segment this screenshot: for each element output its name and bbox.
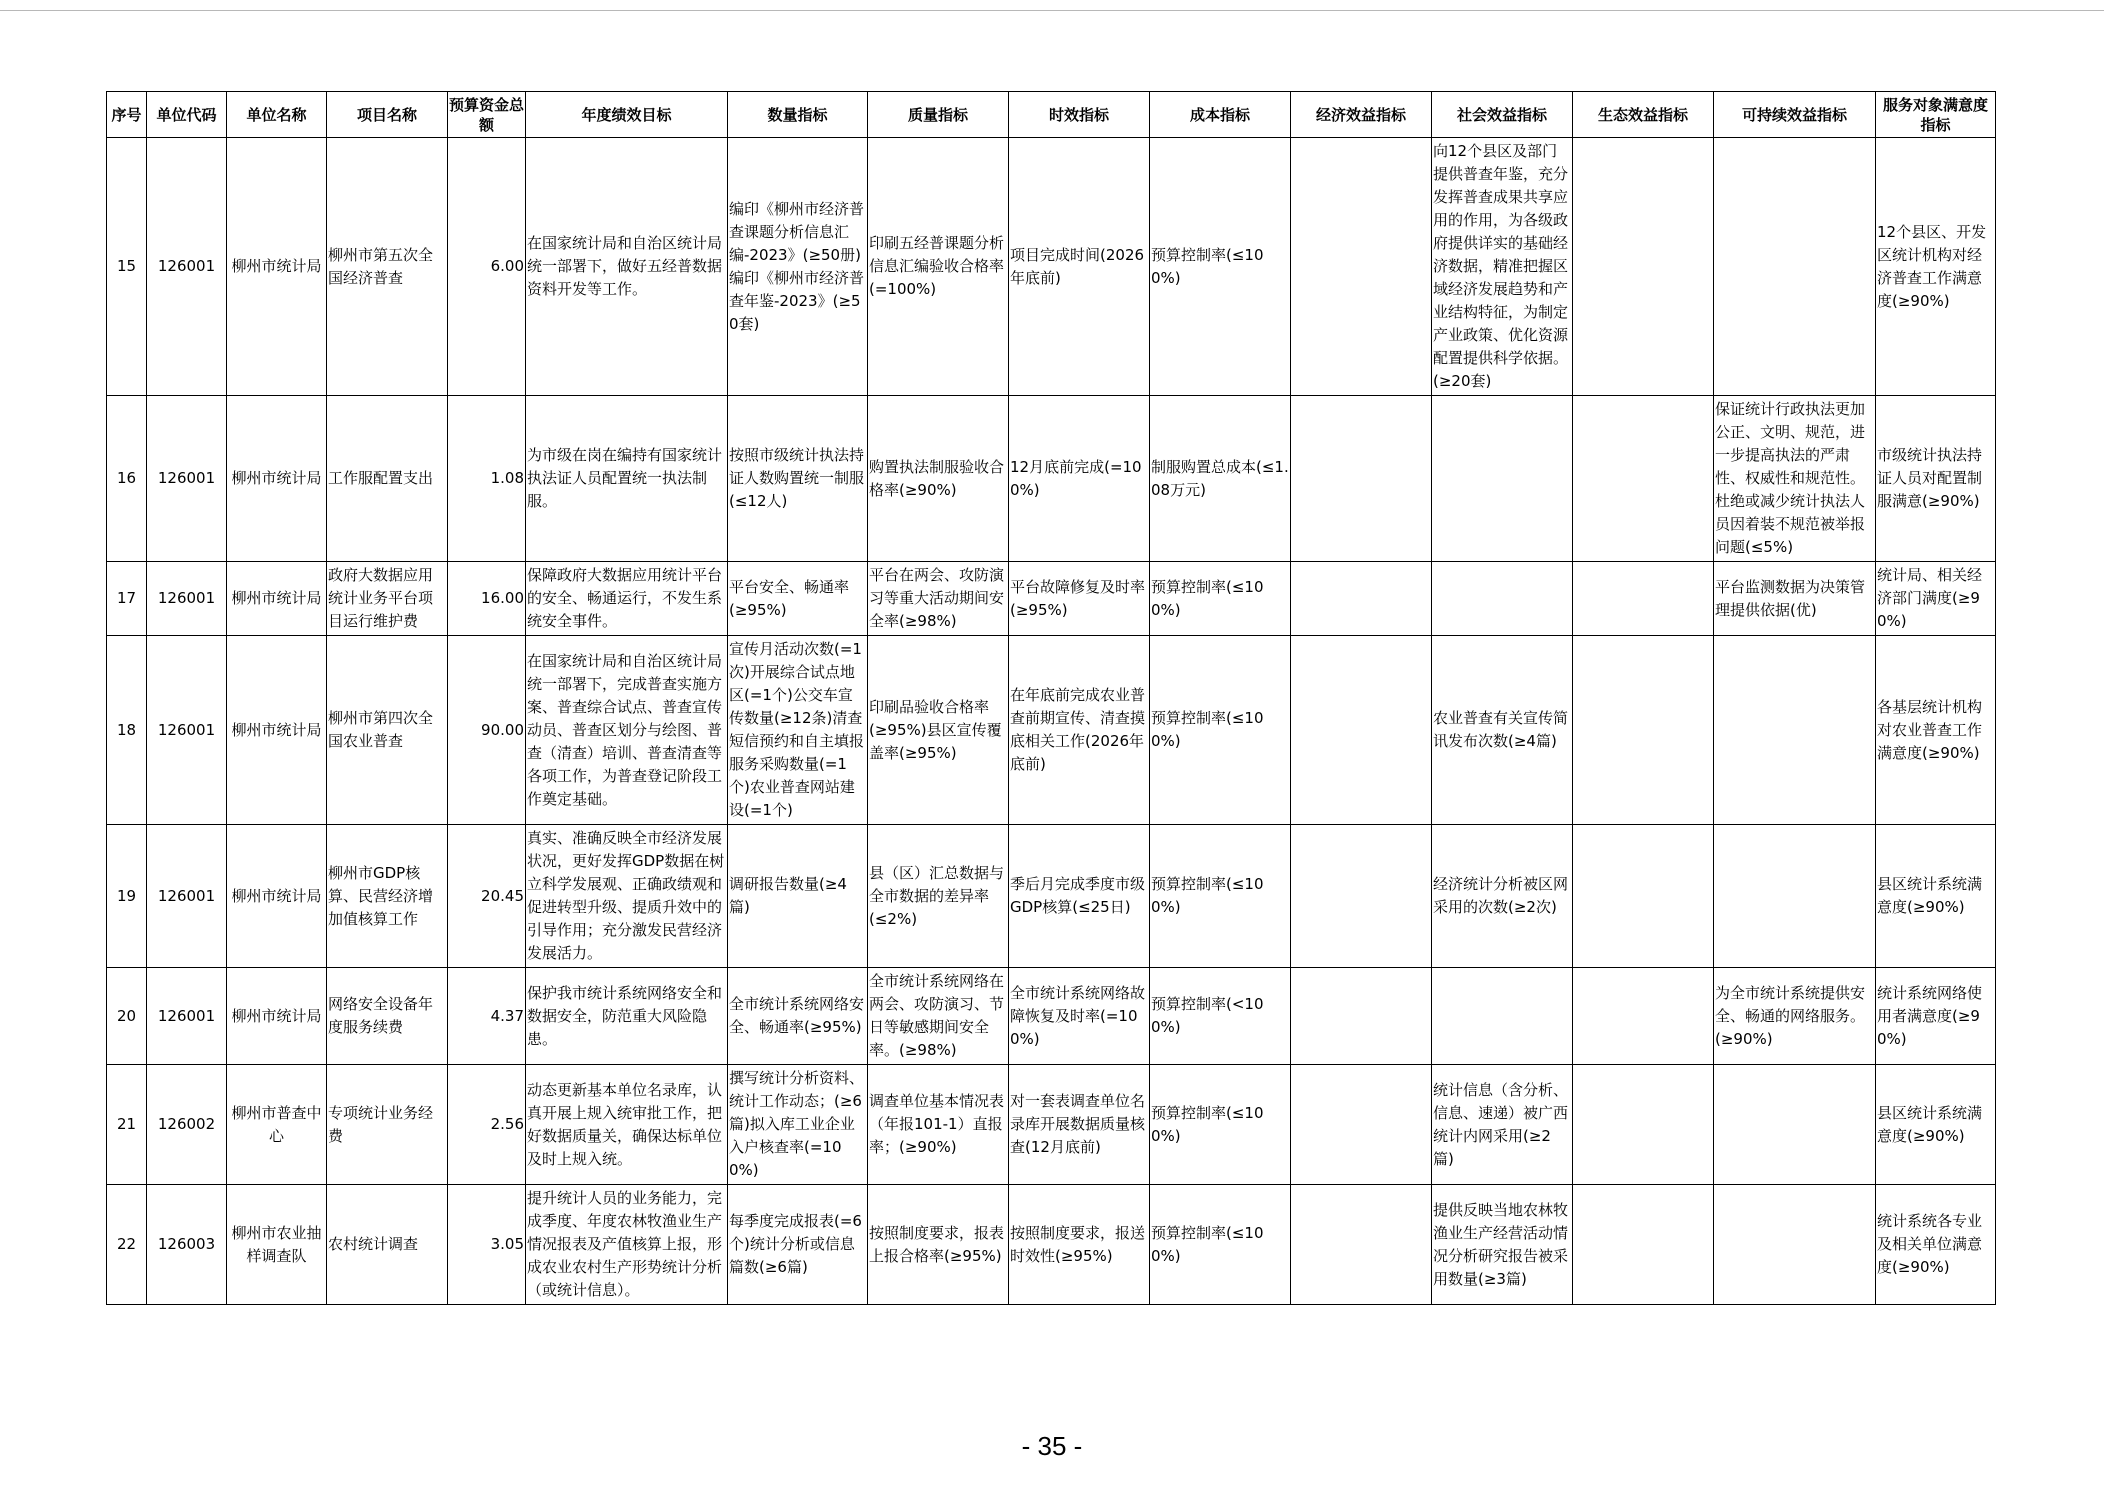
cell-goal: 真实、准确反映全市经济发展状况，更好发挥GDP数据在树立科学发展观、正确政绩观和促进转型升级、提质升效中的引导作用；充分激发民营经济发展活力。: [526, 825, 728, 968]
page-top-rule: [0, 10, 2104, 11]
cell-seq: 17: [107, 562, 147, 636]
cell-budget: 4.37: [448, 968, 526, 1065]
cell-seq: 15: [107, 138, 147, 396]
cell-unit: 柳州市统计局: [227, 562, 327, 636]
cell-quality: 按照制度要求，报表上报合格率(≥95%): [868, 1185, 1009, 1305]
cell-budget: 20.45: [448, 825, 526, 968]
cell-unit: 柳州市统计局: [227, 636, 327, 825]
cell-timeliness: 季后月完成季度市级GDP核算(≤25日): [1009, 825, 1150, 968]
table-header-row: [107, 92, 1996, 138]
cell-ecological: [1573, 1185, 1714, 1305]
header-cell: 质量指标: [868, 92, 1009, 138]
table-row: [107, 825, 1996, 968]
cell-unit: 柳州市统计局: [227, 825, 327, 968]
page-number: - 35 -: [1021, 1431, 1083, 1461]
cell-code: 126002: [147, 1065, 227, 1185]
cell-sustainable: 平台监测数据为决策管理提供依据(优): [1714, 562, 1876, 636]
cell-goal: 在国家统计局和自治区统计局统一部署下，完成普查实施方案、普查综合试点、普查宣传动员、普查区划分与绘图、普查（清查）培训、普查清查等各项工作，为普查登记阶段工作奠定基础。: [526, 636, 728, 825]
cell-budget: 16.00: [448, 562, 526, 636]
cell-budget: 3.05: [448, 1185, 526, 1305]
cell-project: 政府大数据应用统计业务平台项目运行维护费: [327, 562, 448, 636]
cell-timeliness: 平台故障修复及时率(≥95%): [1009, 562, 1150, 636]
cell-ecological: [1573, 1065, 1714, 1185]
cell-cost: 预算控制率(<100%): [1150, 968, 1291, 1065]
cell-ecological: [1573, 396, 1714, 562]
cell-ecological: [1573, 968, 1714, 1065]
cell-budget: 90.00: [448, 636, 526, 825]
cell-quantity: 按照市级统计执法持证人数购置统一制服(≤12人): [728, 396, 868, 562]
header-cell: 项目名称: [327, 92, 448, 138]
header-cell: 年度绩效目标: [526, 92, 728, 138]
cell-goal: 在国家统计局和自治区统计局统一部署下，做好五经普数据资料开发等工作。: [526, 138, 728, 396]
cell-sustainable: [1714, 825, 1876, 968]
cell-project: 专项统计业务经费: [327, 1065, 448, 1185]
cell-unit: 柳州市统计局: [227, 396, 327, 562]
cell-satisfaction: 12个县区、开发区统计机构对经济普查工作满意度(≥90%): [1876, 138, 1996, 396]
cell-social: 向12个县区及部门提供普查年鉴，充分发挥普查成果共享应用的作用，为各级政府提供详实的基础经济数据，精准把握区域经济发展趋势和产业结构特征，为制定产业政策、优化资源配置提供科学依据。(≥20套): [1432, 138, 1573, 396]
header-cell: 成本指标: [1150, 92, 1291, 138]
cell-goal: 保障政府大数据应用统计平台的安全、畅通运行，不发生系统安全事件。: [526, 562, 728, 636]
cell-goal: 提升统计人员的业务能力，完成季度、年度农林牧渔业生产情况报表及产值核算上报，形成农业农村生产形势统计分析（或统计信息）。: [526, 1185, 728, 1305]
cell-goal: 为市级在岗在编持有国家统计执法证人员配置统一执法制服。: [526, 396, 728, 562]
cell-code: 126003: [147, 1185, 227, 1305]
cell-ecological: [1573, 138, 1714, 396]
cell-quality: 购置执法制服验收合格率(≥90%): [868, 396, 1009, 562]
cell-satisfaction: 统计局、相关经济部门满度(≥90%): [1876, 562, 1996, 636]
cell-sustainable: [1714, 1185, 1876, 1305]
cell-unit: 柳州市统计局: [227, 968, 327, 1065]
cell-sustainable: 保证统计行政执法更加公正、文明、规范，进一步提高执法的严肃性、权威性和规范性。杜绝或减少统计执法人员因着装不规范被举报问题(≤5%): [1714, 396, 1876, 562]
cell-social: 统计信息（含分析、信息、速递）被广西统计内网采用(≥2篇): [1432, 1065, 1573, 1185]
cell-unit: 柳州市统计局: [227, 138, 327, 396]
header-cell: 可持续效益指标: [1714, 92, 1876, 138]
cell-seq: 16: [107, 396, 147, 562]
cell-quantity: 调研报告数量(≥4篇): [728, 825, 868, 968]
header-cell: 时效指标: [1009, 92, 1150, 138]
cell-seq: 21: [107, 1065, 147, 1185]
header-cell: 社会效益指标: [1432, 92, 1573, 138]
cell-economic: [1291, 1065, 1432, 1185]
cell-goal: 保护我市统计系统网络安全和数据安全，防范重大风险隐患。: [526, 968, 728, 1065]
cell-sustainable: 为全市统计系统提供安全、畅通的网络服务。(≥90%): [1714, 968, 1876, 1065]
cell-social: [1432, 396, 1573, 562]
cell-quality: 调查单位基本情况表（年报101-1）直报率；(≥90%): [868, 1065, 1009, 1185]
cell-project: 柳州市GDP核算、民营经济增加值核算工作: [327, 825, 448, 968]
cell-cost: 预算控制率(≤100%): [1150, 825, 1291, 968]
cell-sustainable: [1714, 636, 1876, 825]
cell-timeliness: 对一套表调查单位名录库开展数据质量核查(12月底前): [1009, 1065, 1150, 1185]
cell-cost: 制服购置总成本(≤1.08万元): [1150, 396, 1291, 562]
cell-cost: 预算控制率(≤100%): [1150, 138, 1291, 396]
cell-seq: 18: [107, 636, 147, 825]
cell-quality: 县（区）汇总数据与全市数据的差异率(≤2%): [868, 825, 1009, 968]
cell-economic: [1291, 562, 1432, 636]
header-cell: 经济效益指标: [1291, 92, 1432, 138]
cell-code: 126001: [147, 968, 227, 1065]
cell-sustainable: [1714, 1065, 1876, 1185]
cell-cost: 预算控制率(≤100%): [1150, 562, 1291, 636]
cell-unit: 柳州市农业抽样调查队: [227, 1185, 327, 1305]
cell-social: 提供反映当地农林牧渔业生产经营活动情况分析研究报告被采用数量(≥3篇): [1432, 1185, 1573, 1305]
cell-budget: 2.56: [448, 1065, 526, 1185]
cell-quality: 印刷五经普课题分析信息汇编验收合格率(=100%): [868, 138, 1009, 396]
cell-budget: 6.00: [448, 138, 526, 396]
cell-project: 柳州市第五次全国经济普查: [327, 138, 448, 396]
table-row: [107, 138, 1996, 396]
cell-seq: 22: [107, 1185, 147, 1305]
header-cell: 预算资金总额: [448, 92, 526, 138]
cell-code: 126001: [147, 562, 227, 636]
cell-ecological: [1573, 636, 1714, 825]
cell-goal: 动态更新基本单位名录库，认真开展上规入统审批工作，把好数据质量关，确保达标单位及时上规入统。: [526, 1065, 728, 1185]
cell-satisfaction: 各基层统计机构对农业普查工作满意度(≥90%): [1876, 636, 1996, 825]
cell-code: 126001: [147, 825, 227, 968]
cell-seq: 20: [107, 968, 147, 1065]
cell-timeliness: 项目完成时间(2026年底前): [1009, 138, 1150, 396]
cell-code: 126001: [147, 636, 227, 825]
table-row: [107, 396, 1996, 562]
header-cell: 单位名称: [227, 92, 327, 138]
cell-quantity: 编印《柳州市经济普查课题分析信息汇编-2023》(≥50册)编印《柳州市经济普查年鉴-2023》(≥50套): [728, 138, 868, 396]
cell-code: 126001: [147, 138, 227, 396]
cell-quantity: 宣传月活动次数(=1次)开展综合试点地区(=1个)公交车宣传数量(≥12条)清查短信预约和自主填报服务采购数量(=1个)农业普查网站建设(=1个): [728, 636, 868, 825]
cell-timeliness: 按照制度要求，报送时效性(≥95%): [1009, 1185, 1150, 1305]
header-cell: 数量指标: [728, 92, 868, 138]
table-body: [107, 138, 1996, 1305]
cell-economic: [1291, 968, 1432, 1065]
cell-cost: 预算控制率(≤100%): [1150, 1185, 1291, 1305]
cell-sustainable: [1714, 138, 1876, 396]
table-row: [107, 968, 1996, 1065]
cell-timeliness: 12月底前完成(=100%): [1009, 396, 1150, 562]
cell-quantity: 撰写统计分析资料、统计工作动态；(≥6篇)拟入库工业企业入户核查率(=100%): [728, 1065, 868, 1185]
cell-quality: 平台在两会、攻防演习等重大活动期间安全率(≥98%): [868, 562, 1009, 636]
cell-economic: [1291, 396, 1432, 562]
cell-economic: [1291, 138, 1432, 396]
cell-quantity: 平台安全、畅通率(≥95%): [728, 562, 868, 636]
cell-seq: 19: [107, 825, 147, 968]
cell-unit: 柳州市普查中心: [227, 1065, 327, 1185]
cell-quantity: 全市统计系统网络安全、畅通率(≥95%): [728, 968, 868, 1065]
cell-satisfaction: 市级统计执法持证人员对配置制服满意(≥90%): [1876, 396, 1996, 562]
header-cell: 生态效益指标: [1573, 92, 1714, 138]
cell-timeliness: 全市统计系统网络故障恢复及时率(=100%): [1009, 968, 1150, 1065]
header-cell: 单位代码: [147, 92, 227, 138]
table-row: [107, 636, 1996, 825]
cell-satisfaction: 县区统计系统满意度(≥90%): [1876, 1065, 1996, 1185]
cell-satisfaction: 县区统计系统满意度(≥90%): [1876, 825, 1996, 968]
cell-project: 工作服配置支出: [327, 396, 448, 562]
cell-budget: 1.08: [448, 396, 526, 562]
cell-satisfaction: 统计系统各专业及相关单位满意度(≥90%): [1876, 1185, 1996, 1305]
performance-table: [106, 91, 1996, 1305]
cell-ecological: [1573, 825, 1714, 968]
cell-code: 126001: [147, 396, 227, 562]
cell-economic: [1291, 825, 1432, 968]
cell-quality: 印刷品验收合格率(≥95%)县区宣传覆盖率(≥95%): [868, 636, 1009, 825]
cell-social: [1432, 968, 1573, 1065]
cell-economic: [1291, 1185, 1432, 1305]
table-row: [107, 1065, 1996, 1185]
cell-cost: 预算控制率(≤100%): [1150, 1065, 1291, 1185]
cell-quantity: 每季度完成报表(=6个)统计分析或信息篇数(≥6篇): [728, 1185, 868, 1305]
cell-project: 农村统计调查: [327, 1185, 448, 1305]
cell-quality: 全市统计系统网络在两会、攻防演习、节日等敏感期间安全率。(≥98%): [868, 968, 1009, 1065]
cell-project: 网络安全设备年度服务续费: [327, 968, 448, 1065]
cell-social: 农业普查有关宣传简讯发布次数(≥4篇): [1432, 636, 1573, 825]
cell-cost: 预算控制率(≤100%): [1150, 636, 1291, 825]
table-row: [107, 1185, 1996, 1305]
cell-ecological: [1573, 562, 1714, 636]
header-cell: 序号: [107, 92, 147, 138]
cell-satisfaction: 统计系统网络使用者满意度(≥90%): [1876, 968, 1996, 1065]
header-cell: 服务对象满意度指标: [1876, 92, 1996, 138]
cell-timeliness: 在年底前完成农业普查前期宣传、清查摸底相关工作(2026年底前): [1009, 636, 1150, 825]
cell-social: 经济统计分析被区网采用的次数(≥2次): [1432, 825, 1573, 968]
table-row: [107, 562, 1996, 636]
cell-project: 柳州市第四次全国农业普查: [327, 636, 448, 825]
cell-social: [1432, 562, 1573, 636]
cell-economic: [1291, 636, 1432, 825]
